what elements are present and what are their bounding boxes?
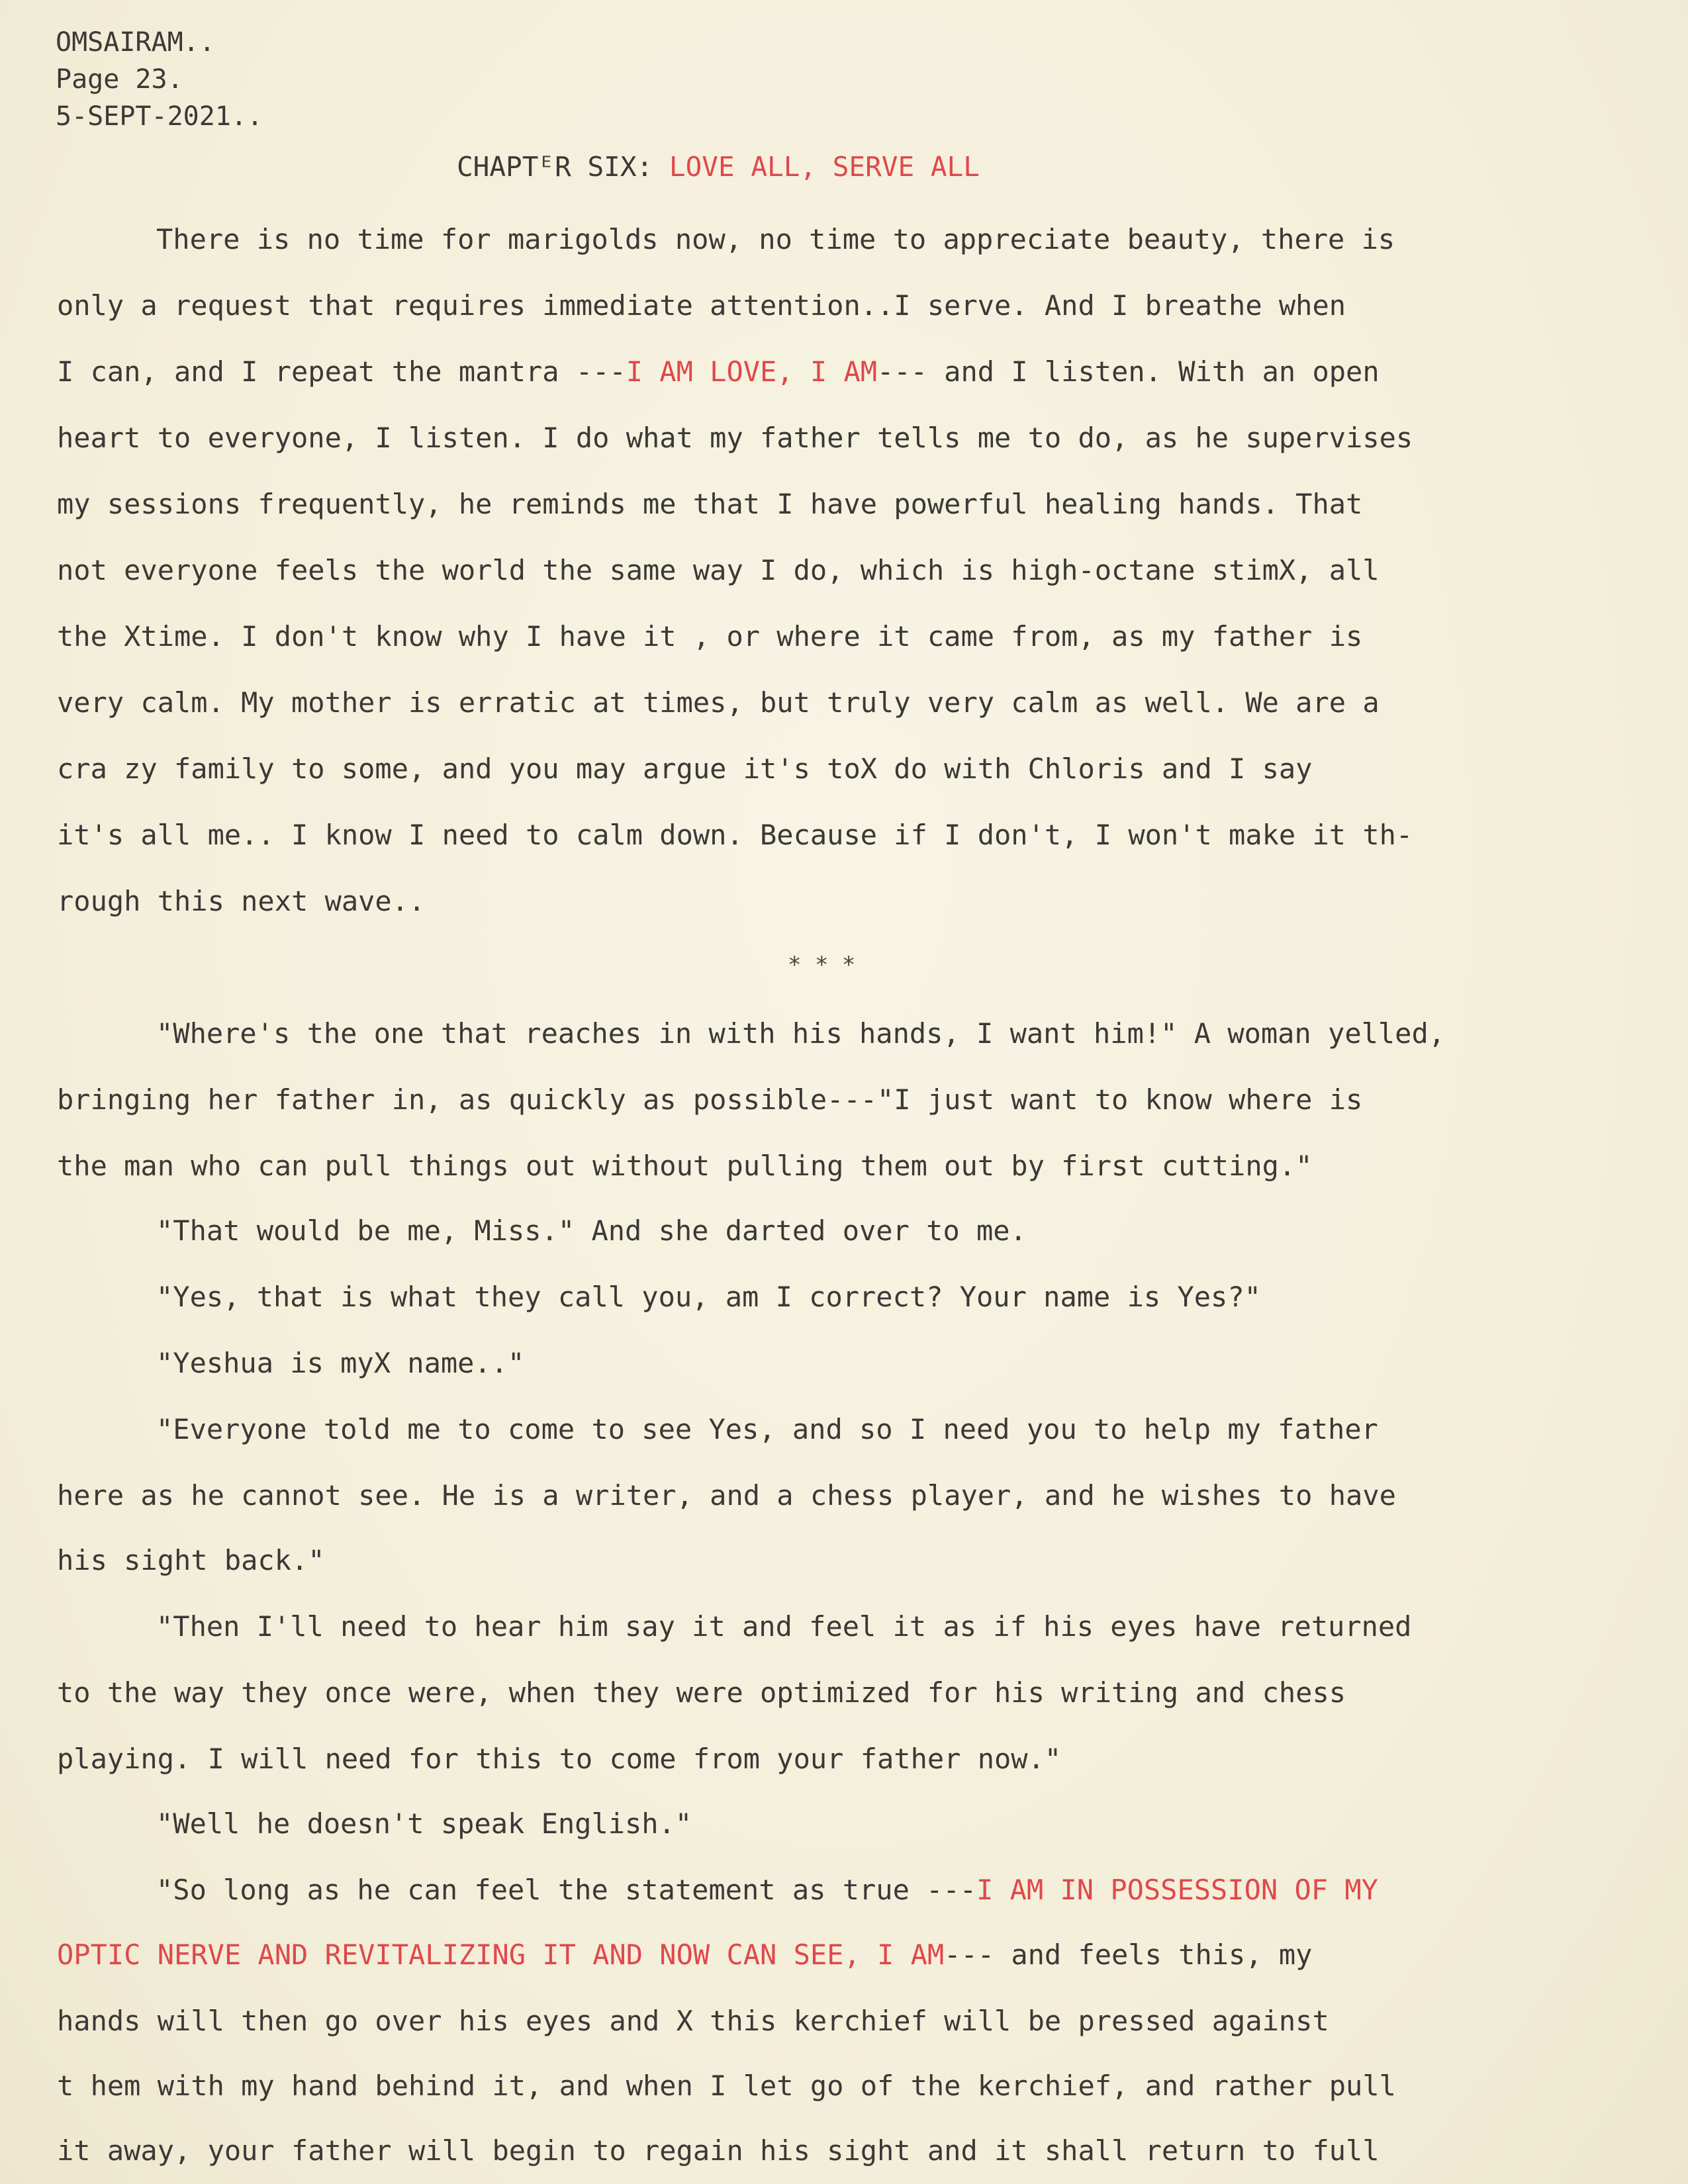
- body-line: not everyone feels the world the same way I do, which is high-octane stimX, all: [57, 554, 1380, 586]
- header-invocation: OMSAIRAM..: [56, 27, 215, 58]
- body-line: here as he cannot see. He is a writer, and a chess player, and he wishes to have: [57, 1479, 1396, 1512]
- body-line: "Where's the one that reaches in with his hands, I want him!" A woman yelled,: [156, 1017, 1446, 1050]
- body-line: [57, 352, 1380, 392]
- affirmation-red: OPTIC NERVE AND REVITALIZING IT AND NOW CAN SEE, I AM: [57, 1938, 945, 1971]
- body-line: heart to everyone, I listen. I do what my father tells me to do, as he supervises: [57, 422, 1413, 454]
- body-line-segment: "So long as he can feel the statement as true ---: [156, 1874, 977, 1906]
- body-line: rough this next wave..: [57, 885, 426, 917]
- page-header: [56, 24, 263, 135]
- body-line: my sessions frequently, he reminds me that I have powerful healing hands. That: [57, 488, 1363, 520]
- body-line: very calm. My mother is erratic at times, but truly very calm as well. We are a: [57, 686, 1380, 719]
- body-line: it's all me.. I know I need to calm down. Because if I don't, I won't make it th-: [57, 819, 1413, 851]
- mantra-red: I AM LOVE, I AM: [626, 355, 878, 388]
- body-line: t hem with my hand behind it, and when I let go of the kerchief, and rather pull: [57, 2070, 1396, 2102]
- body-line: "Well he doesn't speak English.": [156, 1807, 692, 1840]
- body-line-segment: --- and I listen. With an open: [877, 355, 1380, 388]
- body-line-segment: I can, and I repeat the mantra ---: [57, 355, 626, 388]
- body-line: "Yeshua is myX name..": [156, 1347, 525, 1379]
- body-line: cra zy family to some, and you may argue it's toX do with Chloris and I say: [57, 752, 1313, 785]
- body-line: playing. I will need for this to come from your father now.": [57, 1743, 1062, 1775]
- chapter-title: [457, 151, 980, 183]
- body-line: [156, 1870, 1378, 1910]
- body-line: "Then I'll need to hear him say it and feel it as if his eyes have returned: [156, 1610, 1412, 1643]
- body-line: only a request that requires immediate attention..I serve. And I breathe when: [57, 289, 1346, 322]
- body-line: There is no time for marigolds now, no time to appreciate beauty, there is: [156, 223, 1395, 255]
- body-line: it away, your father will begin to regain his sight and it shall return to full: [57, 2134, 1380, 2167]
- header-page-number: Page 23.: [56, 64, 183, 95]
- body-line: [57, 1935, 1312, 1975]
- header-date: 5-SEPT-2021..: [56, 101, 263, 132]
- body-line: his sight back.": [57, 1544, 325, 1576]
- chapter-title-prefix: CHAPTᴱR SIX:: [457, 151, 669, 183]
- body-line-segment: --- and feels this, my: [944, 1938, 1313, 1971]
- body-line: "That would be me, Miss." And she darted over to me.: [156, 1214, 1027, 1247]
- body-line: bringing her father in, as quickly as possible---"I just want to know where is: [57, 1083, 1363, 1116]
- body-line: "Yes, that is what they call you, am I correct? Your name is Yes?": [156, 1281, 1261, 1313]
- body-line: the Xtime. I don't know why I have it , or where it came from, as my father is: [57, 620, 1363, 653]
- body-line: to the way they once were, when they were optimized for his writing and chess: [57, 1676, 1346, 1709]
- body-line: hands will then go over his eyes and X this kerchief will be pressed against: [57, 2005, 1329, 2037]
- section-separator: * * *: [788, 952, 856, 978]
- body-line: "Everyone told me to come to see Yes, and so I need you to help my father: [156, 1413, 1378, 1445]
- body-line: the man who can pull things out without pulling them out by first cutting.": [57, 1150, 1313, 1182]
- chapter-title-red: LOVE ALL, SERVE ALL: [669, 151, 980, 183]
- affirmation-red: I AM IN POSSESSION OF MY: [976, 1874, 1378, 1906]
